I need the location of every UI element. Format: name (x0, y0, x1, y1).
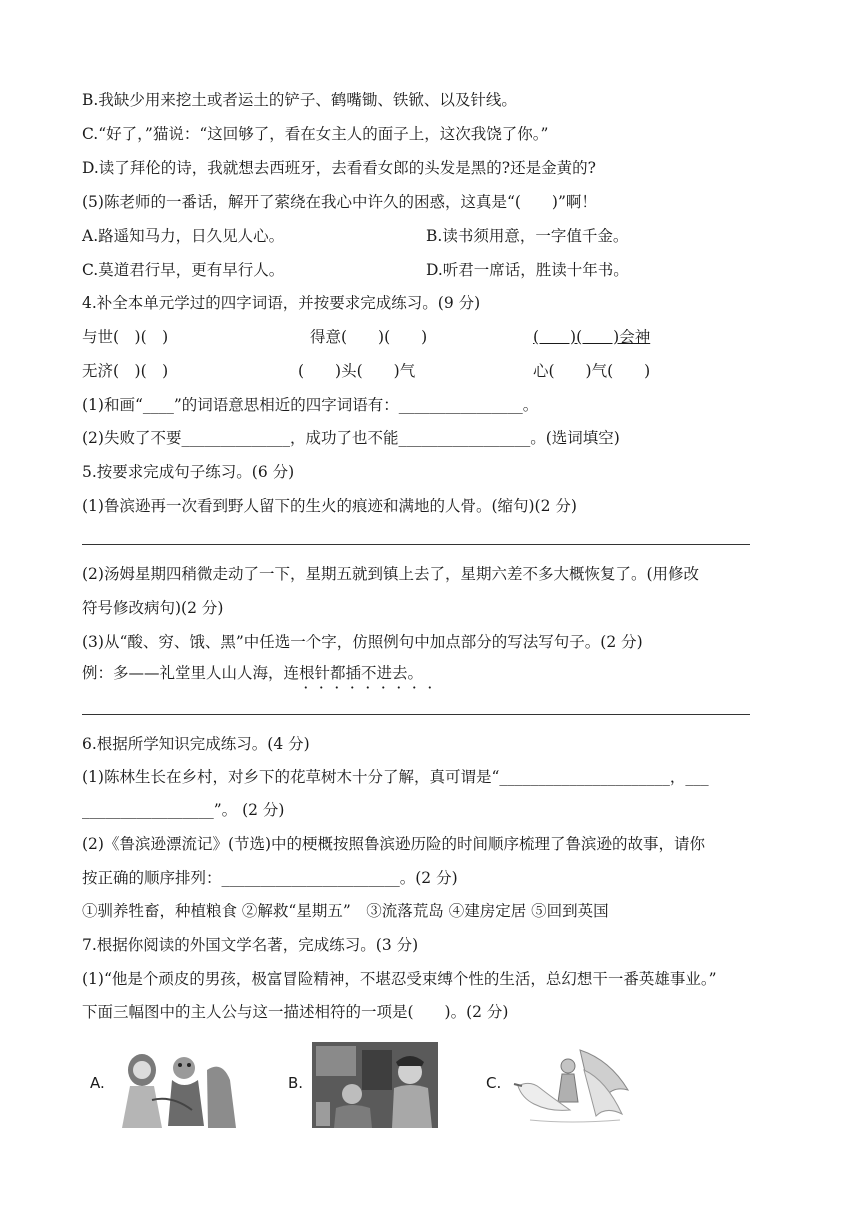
q6-sub1-line1: (1)陈林生长在乡村，对乡下的花草树木十分了解，真可谓是“______________________，___ (82, 768, 709, 786)
q4-title: 4.补全本单元学过的四字词语，并按要求完成练习。(9 分) (82, 294, 481, 312)
illustration-a (112, 1040, 240, 1130)
q3-5-option-a: A.路遥知马力，日久见人心。 (82, 227, 285, 245)
q4-word-6: 心( )气( ) (533, 362, 651, 380)
option-b: B.我缺少用来挖土或者运土的铲子、鹤嘴锄、铁锨、以及针线。 (82, 91, 517, 109)
picture-label-c: C. (486, 1074, 502, 1092)
q4-word-4: 无济( )( ) (82, 362, 169, 380)
q7-sub1-line2: 下面三幅图中的主人公与这一描述相符的一项是( )。(2 分) (82, 1003, 509, 1021)
q4-word-5: ( )头( )气 (298, 362, 416, 380)
answer-line (82, 714, 750, 715)
q3-5-option-c: C.莫道君行早，更有早行人。 (82, 261, 285, 279)
q4-word-3-underlined: ( )( )会神 (533, 328, 651, 346)
q7-title: 7.根据你阅读的外国文学名著，完成练习。(3 分) (82, 936, 419, 954)
q4-sub1: (1)和画“____”的词语意思相近的四字词语有：________________。 (82, 396, 539, 414)
q5-title: 5.按要求完成句子练习。(6 分) (82, 463, 295, 481)
answer-line (82, 544, 750, 545)
option-c: C.“好了，”猫说：“这回够了，看在女主人的面子上，这次我饶了你。” (82, 125, 549, 143)
illustration-b (312, 1042, 438, 1128)
q3-5-stem: (5)陈老师的一番话，解开了萦绕在我心中许久的困惑，这真是“( )”啊！ (82, 193, 597, 211)
q6-sub1-line2: _________________”。 (2 分) (82, 801, 285, 819)
emphasis-dots: · · · · · · · · · (303, 678, 433, 697)
q4-word-1: 与世( )( ) (82, 328, 169, 346)
q5-sub1: (1)鲁滨逊再一次看到野人留下的生火的痕迹和满地的人骨。(缩句)(2 分) (82, 497, 577, 515)
option-d: D.读了拜伦的诗，我就想去西班牙，去看看女郎的头发是黑的?还是金黄的? (82, 159, 596, 177)
picture-label-b: B. (288, 1074, 304, 1092)
q6-title: 6.根据所学知识完成练习。(4 分) (82, 735, 310, 753)
q6-sub2-line2: 按正确的顺序排列：_______________________。(2 分) (82, 869, 458, 887)
q4-word-2: 得意( )( ) (310, 328, 428, 346)
q3-5-option-b: B.读书须用意，一字值千金。 (426, 227, 629, 245)
q5-sub2-line1: (2)汤姆星期四稍微走动了一下，星期五就到镇上去了，星期六差不多大概恢复了。(用修改 (82, 565, 700, 583)
q6-sub2-line1: (2)《鲁滨逊漂流记》(节选)中的梗概按照鲁滨逊历险的时间顺序梳理了鲁滨逊的故事，请你 (82, 835, 706, 853)
picture-label-a: A. (90, 1074, 105, 1092)
q5-example: 例：多——礼堂里人山人海，连根针都插不进去。 (82, 664, 424, 682)
q5-sub3: (3)从“酸、穷、饿、黑”中任选一个字，仿照例句中加点部分的写法写句子。(2 分) (82, 633, 643, 651)
q4-sub2: (2)失败了不要______________，成功了也不能_________________。(选词填空) (82, 429, 620, 447)
q6-items: ①驯养牲畜，种植粮食 ②解救“星期五” ③流落荒岛 ④建房定居 ⑤回到英国 (82, 902, 609, 920)
illustration-c (510, 1040, 634, 1128)
q3-5-option-d: D.听君一席话，胜读十年书。 (426, 261, 629, 279)
q7-sub1-line1: (1)“他是个顽皮的男孩，极富冒险精神，不堪忍受束缚个性的生活，总幻想干一番英雄事业。” (82, 970, 717, 988)
q5-sub2-line2: 符号修改病句)(2 分) (82, 599, 224, 617)
